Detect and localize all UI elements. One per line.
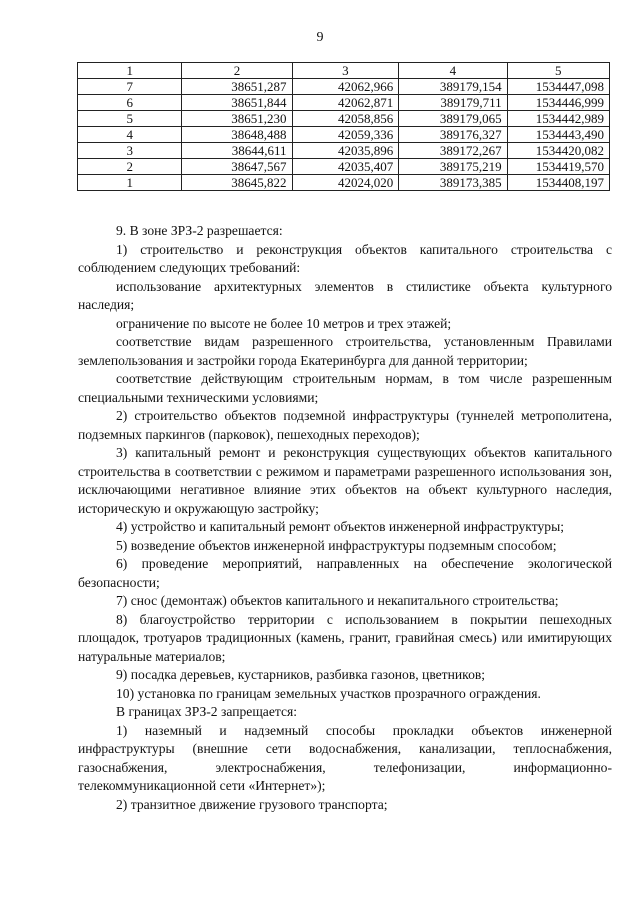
paragraph: 1) строительство и реконструкция объектов капитального строительства с соблюдением следующих требований: (78, 241, 612, 275)
table-cell: 1534446,999 (507, 95, 609, 111)
page-number: 9 (316, 30, 324, 45)
table-cell: 1534408,197 (507, 175, 609, 191)
coordinates-table (77, 62, 610, 191)
table-cell: 3 (78, 143, 182, 159)
paragraph: 2) транзитное движение грузового транспорта; (116, 796, 388, 812)
header-cell: 5 (507, 63, 609, 79)
table-cell: 389179,065 (399, 111, 507, 127)
table-cell: 38645,822 (182, 175, 292, 191)
table-row (78, 175, 610, 191)
table-cell: 38647,567 (182, 159, 292, 175)
table-cell: 389176,327 (399, 127, 507, 143)
document-body (78, 222, 612, 814)
paragraph: 4) устройство и капитальный ремонт объектов инженерной инфраструктуры; (116, 519, 564, 534)
table-row (78, 127, 610, 143)
paragraph: использование архитектурных элементов в стилистике объекта культурного наследия; (78, 278, 612, 312)
table-header-row (78, 63, 610, 79)
paragraph: 3) капитальный ремонт и реконструкция существующих объектов капитального строительства в соответствии с режимом и параметрами разрешенного использования зон, исключающими негативное влияние этих объектов на объект культурного наследия, историческую и окружающую застройку; (78, 445, 612, 516)
table-cell: 38648,488 (182, 127, 292, 143)
paragraph: 2) строительство объектов подземной инфраструктуры (туннелей метрополитена, подземных паркингов (парковок), пешеходных переходов); (78, 408, 612, 442)
table-cell: 38651,844 (182, 95, 292, 111)
paragraph: 1) наземный и надземный способы прокладки объектов инженерной инфраструктуры (внешние сети водоснабжения, канализации, теплоснабжения, газоснабжения, электроснабжения, телефонизации, информационно-телекоммуникационной сети «Интернет»); (78, 722, 612, 793)
table-cell: 42062,966 (292, 79, 399, 95)
paragraph: 5) возведение объектов инженерной инфраструктуры подземным способом; (116, 537, 557, 553)
table-row (78, 79, 610, 95)
table-cell: 42059,336 (292, 127, 399, 143)
table-cell: 42035,407 (292, 159, 399, 175)
paragraph: 9) посадка деревьев, кустарников, разбивка газонов, цветников; (116, 667, 486, 682)
section-heading-prohibited: В границах ЗРЗ-2 запрещается: (116, 704, 298, 719)
table-cell: 389179,154 (399, 79, 507, 95)
table-cell: 38644,611 (182, 143, 292, 159)
table-cell: 7 (78, 79, 182, 95)
table-cell: 1534443,490 (507, 127, 609, 143)
table-cell: 1534442,989 (507, 111, 609, 127)
table-cell: 1 (78, 175, 182, 191)
table-cell: 2 (78, 159, 182, 175)
table-cell: 38651,287 (182, 79, 292, 95)
paragraph: соответствие видам разрешенного строительства, установленным Правилами землепользования и застройки города Екатеринбурга для данной территории; (78, 334, 612, 368)
header-cell: 3 (292, 63, 399, 79)
table-cell: 42024,020 (292, 175, 399, 191)
table-cell: 1534447,098 (507, 79, 609, 95)
header-cell: 4 (399, 63, 507, 79)
table-cell: 42035,896 (292, 143, 399, 159)
paragraph: 7) снос (демонтаж) объектов капитального и некапитального строительства; (116, 593, 559, 608)
header-cell: 2 (182, 63, 292, 79)
header-cell: 1 (78, 63, 182, 79)
table-cell: 42062,871 (292, 95, 399, 111)
table-cell: 389173,385 (399, 175, 507, 191)
paragraph: ограничение по высоте не более 10 метров и трех этажей; (116, 315, 452, 331)
table-cell: 38651,230 (182, 111, 292, 127)
table-row (78, 143, 610, 159)
paragraph: 10) установка по границам земельных участков прозрачного ограждения. (116, 685, 541, 701)
table-row (78, 159, 610, 175)
paragraph: 6) проведение мероприятий, направленных на обеспечение экологической безопасности; (78, 556, 612, 590)
paragraph: 8) благоустройство территории с использованием в покрытии пешеходных площадок, тротуаров традиционных (камень, гранит, гравийная смесь) или имитирующих натуральные материалов; (78, 611, 612, 664)
table-row (78, 111, 610, 127)
table-cell: 1534419,570 (507, 159, 609, 175)
table-cell: 389172,267 (399, 143, 507, 159)
table-cell: 5 (78, 111, 182, 127)
table-cell: 42058,856 (292, 111, 399, 127)
paragraph: соответствие действующим строительным нормам, в том числе разрешенным специальными техническими условиями; (78, 371, 612, 405)
table-cell: 389179,711 (399, 95, 507, 111)
table-cell: 4 (78, 127, 182, 143)
table-cell: 389175,219 (399, 159, 507, 175)
table-cell: 1534420,082 (507, 143, 609, 159)
table-cell: 6 (78, 95, 182, 111)
section-heading-allowed: 9. В зоне ЗРЗ-2 разрешается: (116, 223, 283, 238)
table-row (78, 95, 610, 111)
